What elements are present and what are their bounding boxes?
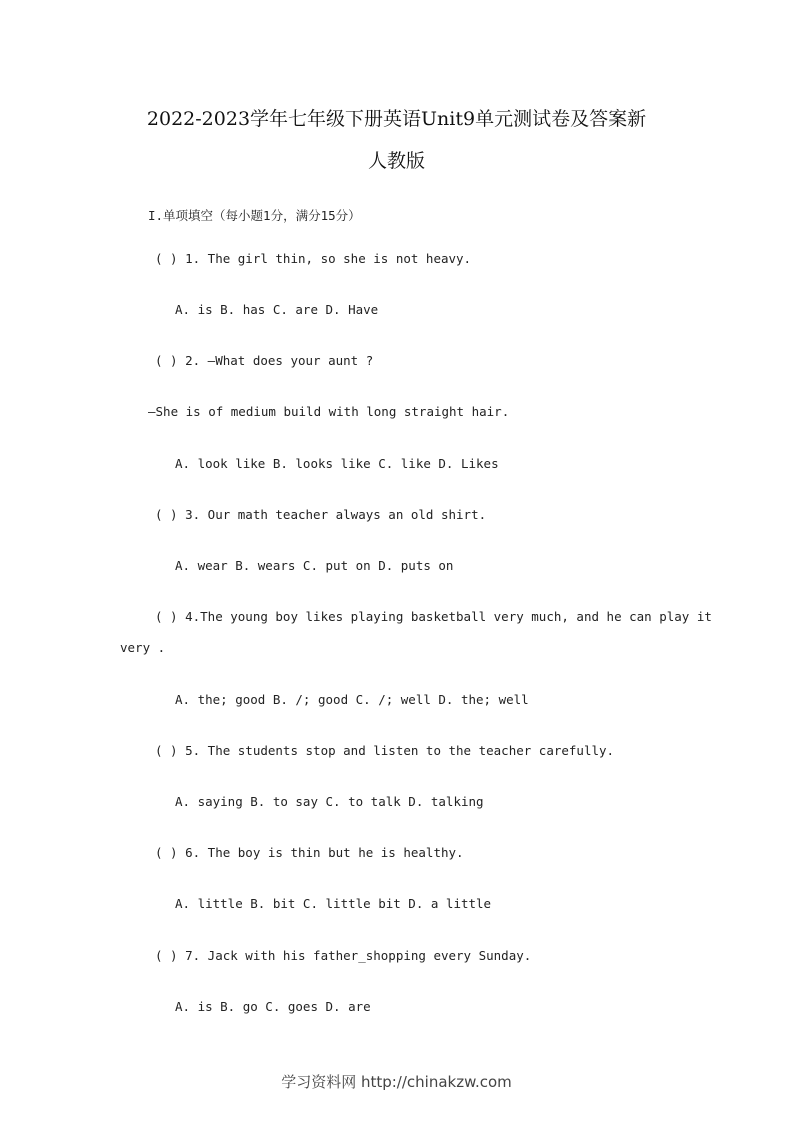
- question-1-options: A. is B. has C. are D. Have: [175, 302, 379, 317]
- footer-watermark: 学习资料网 http://chinakzw.com: [281, 1073, 512, 1091]
- question-5-stem: ( ) 5. The students stop and listen to the teacher carefully.: [155, 743, 615, 758]
- question-4-stem: ( ) 4.The young boy likes playing basketball very much, and he can play it: [155, 609, 712, 624]
- question-6-stem: ( ) 6. The boy is thin but he is healthy.: [155, 845, 464, 860]
- question-2-stem-continued: —She is of medium build with long straight hair.: [148, 404, 510, 419]
- question-2-stem: ( ) 2. —What does your aunt ?: [155, 353, 374, 368]
- question-4-stem-continued: very .: [120, 640, 166, 655]
- question-7-stem: ( ) 7. Jack with his father_shopping every Sunday.: [155, 948, 532, 963]
- document-title-line-1: 2022-2023学年七年级下册英语Unit9单元测试卷及答案新: [146, 108, 647, 130]
- document-title-line-2: 人教版: [367, 150, 425, 172]
- question-3-stem: ( ) 3. Our math teacher always an old shirt.: [155, 507, 487, 522]
- question-2-options: A. look like B. looks like C. like D. Likes: [175, 456, 499, 471]
- question-7-options: A. is B. go C. goes D. are: [175, 999, 371, 1014]
- question-5-options: A. saying B. to say C. to talk D. talking: [175, 794, 484, 809]
- question-6-options: A. little B. bit C. little bit D. a little: [175, 896, 492, 911]
- section-heading: I.单项填空（每小题1分，满分15分）: [148, 208, 361, 223]
- question-4-options: A. the; good B. /; good C. /; well D. the; well: [175, 692, 529, 707]
- question-3-options: A. wear B. wears C. put on D. puts on: [175, 558, 454, 573]
- question-1-stem: ( ) 1. The girl thin, so she is not heavy.: [155, 251, 472, 266]
